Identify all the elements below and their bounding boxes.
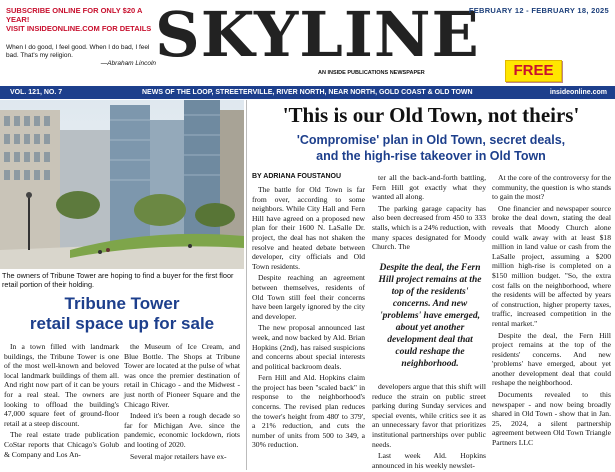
tribune-column-1 — [4, 342, 119, 461]
column-divider — [246, 100, 247, 470]
oldtown-subhead — [250, 132, 612, 164]
paragraph: Indeed it's been a rough decade so far for Michigan Ave. since the pandemic, economic lockdown, riots and looting of 2020. — [124, 411, 240, 449]
paragraph: The battle for Old Town is far from over, according to some neighbors. While City Hall and Fern Hill have agreed on a proposed new plan for their 1600 N. LaSalle Dr. project, the deal has not shaken the resolve and heated debate between developer, city officials and Old Town residents. — [252, 185, 365, 271]
paragraph: Despite the deal, the Fern Hill project remains at the top of the residents' concerns. And new 'problems' have emerged, about yet another development deal that could reshape the neighborhood. — [492, 330, 611, 388]
oldtown-column-2 — [372, 173, 486, 254]
issue-dates: FEBRUARY 12 - FEBRUARY 18, 2025 — [468, 6, 609, 15]
tribune-headline-line-1: Tribune Tower — [64, 294, 180, 313]
paragraph: Despite reaching an agreement between themselves, residents of Old Town still feel their concerns have been largely ignored by the city and developer. — [252, 273, 365, 321]
website-link[interactable]: insideonline.com — [549, 89, 607, 96]
paragraph: The new proposal announced last week, and now backed by Ald. Brian Hopkins (2nd), has raised suspicions and concerns about special interests and political backroom deals. — [252, 323, 365, 371]
oldtown-column-2-continued — [372, 382, 486, 472]
tribune-tower-photo — [0, 100, 244, 269]
coverage-areas: NEWS OF THE LOOP, STREETERVILLE, RIVER NORTH, NEAR NORTH, GOLD COAST & OLD TOWN — [142, 89, 473, 96]
plaza-illustration — [0, 100, 244, 269]
subscribe-promo[interactable] — [6, 6, 166, 33]
quote-text: When I do good, I feel good. When I do bad, I feel bad. That's my religion. — [6, 44, 150, 59]
masthead — [0, 0, 615, 86]
issue-info-bar — [0, 86, 615, 99]
masthead-quote — [6, 44, 156, 68]
oldtown-column-1 — [252, 185, 365, 452]
paragraph: Last week Ald. Hopkins announced in his weekly newslet- — [372, 451, 486, 470]
byline: BY ADRIANA FOUSTANOU — [252, 173, 342, 180]
publisher-tagline: AN INSIDE PUBLICATIONS NEWSPAPER — [318, 70, 425, 76]
paragraph: One financier and newspaper source broke the deal down, stating the deal reveals that Moody Church alone could walk away with at least $18 million in land value or cash from the LaSalle project, assuming a $200 million high-rise is completed on a $150 million budget. "So, the extra cost falls on the neighborhood, where the residents will be affected by years of construction, higher property taxes, traffic, increased competition in the rental market." — [492, 203, 611, 328]
free-badge: FREE — [505, 60, 562, 82]
paragraph: In a town filled with landmark buildings, the Tribune Tower is one of the most well-known and beloved local landmark buildings of them all. And right now part of it can be yours for a real steal. The owners are looking to offload the building's 47,000 square feet of ground-floor retail at a steep discount. — [4, 342, 119, 428]
paragraph: Several major retailers have ex- — [130, 451, 227, 461]
paragraph: The parking garage capacity has also been decreased from 450 to 333 stalls, which is a 24% reduction, with many spaces designated for Moody Church. The — [372, 203, 486, 252]
paragraph: ter all the back-and-forth battling, Fern Hill got exactly what they wanted all along. — [372, 173, 486, 202]
promo-line-1: SUBSCRIBE ONLINE FOR ONLY $20 A YEAR! — [6, 6, 143, 24]
tribune-headline-line-2: retail space up for sale — [29, 314, 215, 333]
tribune-headline[interactable] — [4, 294, 240, 334]
paragraph: Documents revealed to this newspaper - and now being broadly shared in Old Town - show that in Jan. 25, 2024, a silent partnership agreement between Old Town Triangle Partners LLC — [492, 390, 611, 448]
oldtown-column-3 — [492, 173, 611, 450]
oldtown-headline[interactable]: 'This is our Old Town, not theirs' — [282, 103, 580, 127]
newspaper-logo[interactable]: SKYLINE — [155, 0, 480, 71]
quote-attribution: —Abraham Lincoln — [100, 60, 156, 67]
paragraph: the Museum of Ice Cream, and Blue Bottle. The Shops at Tribune Tower are located at the pulse of what was once the premier destination of retail in Chicago - and the Midwest - just north of Pioneer Square and the Chicago River. — [124, 342, 240, 409]
pull-quote: Despite the deal, the Fern Hill project remains at the top of the residents' concerns. And new 'problems' have emerged, about yet another development deal that could reshape the neighborhood. — [378, 263, 482, 369]
tribune-column-2 — [124, 342, 240, 463]
promo-line-2: VISIT INSIDEONLINE.COM FOR DETAILS — [6, 24, 152, 33]
volume-number: VOL. 121, NO. 7 — [10, 89, 63, 96]
photo-caption: The owners of Tribune Tower are hoping to find a buyer for the first floor retail portion of their holding. — [2, 271, 234, 289]
subhead-line-2: and the high-rise takeover in Old Town — [316, 149, 546, 163]
paragraph: The real estate trade publication CoStar reports that Chicago's Golub & Company and Los An- — [4, 430, 119, 459]
paragraph: At the core of the controversy for the community, the question is who stands to gain the most? — [492, 173, 611, 202]
paragraph: developers argue that this shift will reduce the strain on public street parking during Sunday services and special events, while critics see it as an unnecessary favor that prioritizes institutional partnerships over public needs. — [372, 382, 486, 449]
subhead-line-1: 'Compromise' plan in Old Town, secret deals, — [296, 133, 566, 147]
paragraph: Fern Hill and Ald. Hopkins claim the project has been "scaled back" in response to the neighborhood's concerns. The revised plan reduces the tower's height from 480' to 379', a 21% reduction, and cuts the number of units from 500 to 349, a 30% reduction. — [252, 373, 365, 450]
